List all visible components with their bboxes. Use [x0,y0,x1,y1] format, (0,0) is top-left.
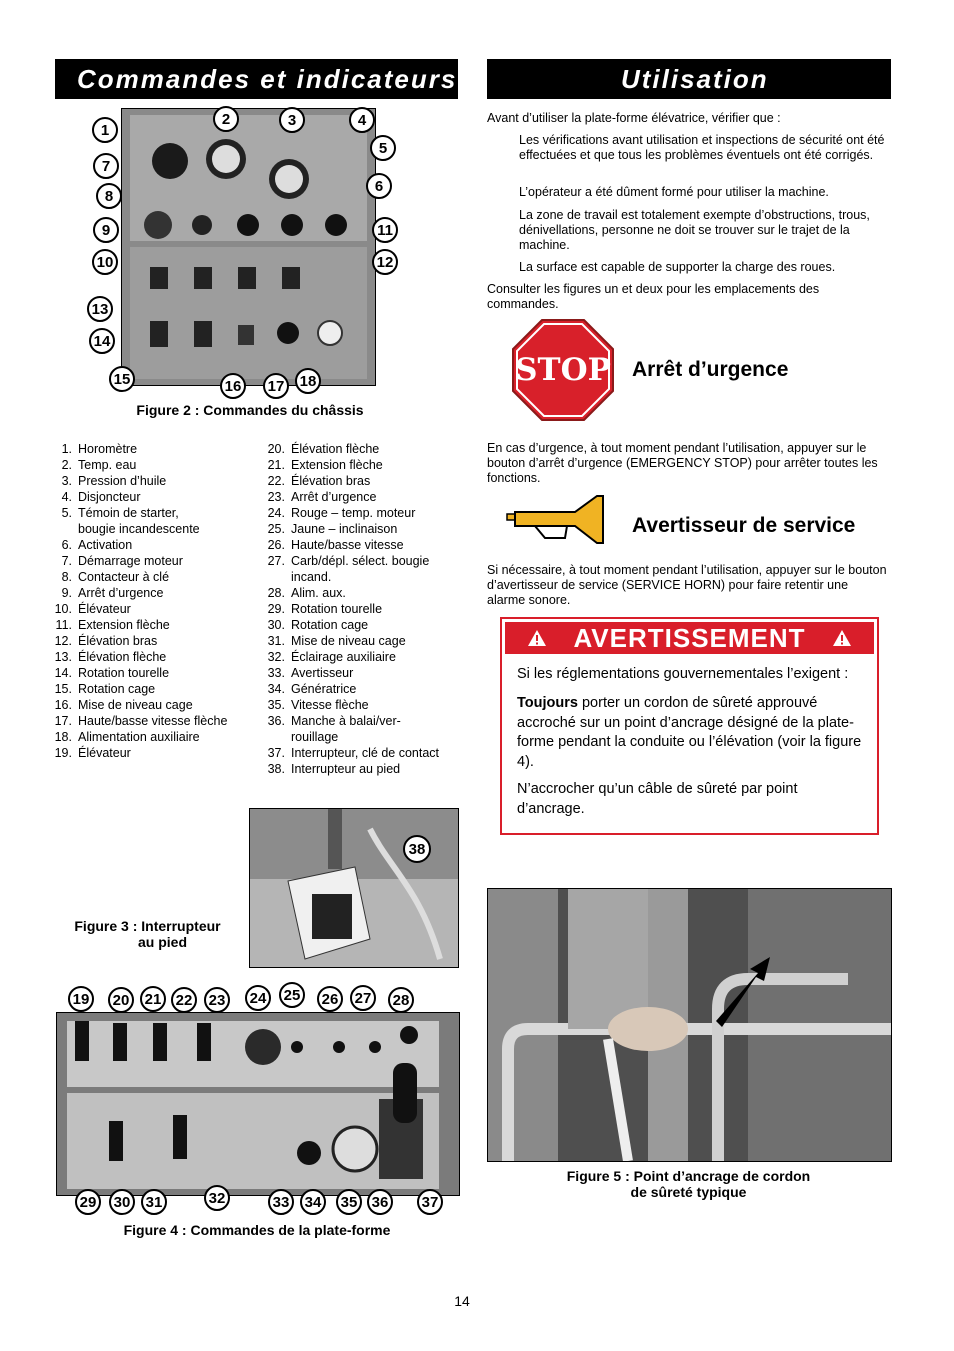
legend-item [50,585,260,601]
legend-item-number: 20. [267,442,285,456]
legend-item-text: Haute/basse vitesse [291,538,404,552]
callout-3: 3 [279,107,305,133]
legend-item-number: 25. [267,522,285,536]
legend-item-number: 13. [54,650,72,664]
legend-column-2 [263,441,463,777]
legend-item [263,633,463,649]
legend-item-text: Éclairage auxiliaire [291,650,396,664]
legend-item-text: Élévation flèche [78,650,167,664]
legend-item-text: Extension flèche [78,618,170,632]
legend-item-number: 2. [61,458,72,472]
callout-35: 35 [336,1189,362,1215]
legend-item-number: 18. [54,730,72,744]
legend-item-text: Disjoncteur [78,490,141,504]
legend-item-text: Haute/basse vitesse flèche [78,714,228,728]
callout-23: 23 [204,987,230,1013]
legend-item-text: Contacteur à clé [78,570,170,584]
legend-item-text: Activation [78,538,133,552]
legend-item-text: Témoin de starter, [78,506,179,520]
legend-item-number: 34. [267,682,285,696]
legend-item-number: 12. [54,634,72,648]
legend-item-number: 23. [267,490,285,504]
callout-9: 9 [93,217,119,243]
figure-3-caption [55,918,240,950]
legend-item-number: 4. [61,490,72,504]
legend-item [50,521,260,537]
legend-item-number: 6. [61,538,72,552]
legend-item [263,761,463,777]
warning-triangle-icon [832,623,852,654]
figure-3-caption-line-1: Figure 3 : Interrupteur [74,918,221,934]
legend-item-text: Rotation tourelle [78,666,170,680]
legend-item [263,713,463,729]
legend-item [263,553,463,569]
callout-12: 12 [372,249,398,275]
consult-text: Consulter les figures un et deux pour les emplacements des commandes. [487,282,820,311]
legend-item-text: Rotation cage [291,618,369,632]
horn-icon [505,492,607,547]
legend-item-text: Temp. eau [78,458,137,472]
legend-item [263,505,463,521]
legend-item-number: 10. [54,602,72,616]
legend-item-number: 35. [267,698,285,712]
callout-36: 36 [367,1189,393,1215]
stop-sign-text: STOP [515,352,611,388]
legend-item [50,553,260,569]
check-1: Les vérifications avant utilisation et inspections de sécurité ont été effectuées et que tous les problèmes éventuels ont été corrigés. [519,133,885,162]
figure-2-chassis-controls-photo [121,108,376,386]
figure-5-caption-line-2: de sûreté typique [630,1184,747,1200]
legend-item-text: Alimentation auxiliaire [78,730,200,744]
warning-header [505,622,874,654]
legend-item-number: 11. [55,618,72,632]
section-title-commandes [55,59,458,99]
legend-item-text: Mise de niveau cage [78,698,193,712]
legend-item-text: bougie incandescente [78,522,200,536]
legend-item-number [263,729,285,745]
legend-item-text: Arrêt d’urgence [78,586,164,600]
legend-item-number: 19. [54,746,72,760]
legend-item [50,537,260,553]
legend-item-number: 37. [267,746,285,760]
callout-17: 17 [263,373,289,399]
figure-5-caption [487,1168,890,1200]
section-title-text: Commandes et indicateurs [77,63,458,94]
callout-7: 7 [93,153,119,179]
legend-item-number: 26. [267,538,285,552]
callout-1: 1 [92,117,118,143]
legend-item-text: Carb/dépl. sélect. bougie [291,554,430,568]
legend-item [50,713,260,729]
legend-item-text: Élévation bras [78,634,158,648]
callout-30: 30 [109,1189,135,1215]
check-2: L’opérateur a été dûment formé pour utiliser la machine. [519,185,829,199]
callout-25: 25 [279,982,305,1008]
legend-item-text: Génératrice [291,682,357,696]
legend-item [263,441,463,457]
callout-34: 34 [300,1189,326,1215]
legend-item-text: Élévateur [78,602,131,616]
callout-14: 14 [89,328,115,354]
legend-item-number: 27. [267,554,285,568]
legend-item-number: 38. [267,762,285,776]
legend-item [50,665,260,681]
callout-6: 6 [366,173,392,199]
legend-item-text: incand. [291,570,332,584]
callout-22: 22 [171,987,197,1013]
callout-5: 5 [370,135,396,161]
legend-item-text: Mise de niveau cage [291,634,406,648]
legend-item [263,585,463,601]
callout-33: 33 [268,1189,294,1215]
service-horn-title: Avertisseur de service [632,514,856,537]
legend-item [50,441,260,457]
legend-item [263,665,463,681]
legend-item-text: Jaune – inclinaison [291,522,398,536]
callout-19: 19 [68,986,94,1012]
callout-8: 8 [96,183,122,209]
legend-item-number: 1. [61,442,72,456]
check-3: La zone de travail est totalement exempte d’obstructions, trous, dénivellations, personne ne doit se trouver sur le trajet de la machine. [519,208,870,252]
legend-item-text: Manche à balai/ver- [291,714,401,728]
section-title-utilisation-text: Utilisation [621,63,769,94]
figure-2-caption: Figure 2 : Commandes du châssis [136,402,364,418]
legend-item [50,489,260,505]
legend-item [263,649,463,665]
legend-item-text: Élévation flèche [291,442,380,456]
figure-3-caption-line-2: au pied [137,934,187,950]
callout-2: 2 [213,106,239,132]
legend-item-number: 8. [61,570,72,584]
legend-item [50,457,260,473]
legend-item-text: Alim. aux. [291,586,346,600]
callout-31: 31 [141,1189,167,1215]
warning-triangle-icon [527,623,547,654]
callout-10: 10 [92,249,118,275]
figure-5-anchor-point-photo [487,888,892,1162]
legend-item-number: 14. [54,666,72,680]
legend-item-number: 15. [54,682,72,696]
warning-header-text: AVERTISSEMENT [573,622,806,653]
legend-item-number: 31. [267,634,285,648]
legend-item [50,569,260,585]
legend-item [263,473,463,489]
legend-item-number: 29. [267,602,285,616]
legend-item-number: 16. [54,698,72,712]
legend-item-text: Interrupteur, clé de contact [291,746,440,760]
callout-29: 29 [75,1189,101,1215]
callout-20: 20 [108,987,134,1013]
legend-item-number: 21. [267,458,285,472]
legend-item-number: 36. [267,714,285,728]
figure-4-caption: Figure 4 : Commandes de la plate-forme [123,1222,391,1238]
legend-item [263,745,463,761]
legend-item [263,457,463,473]
legend-item [263,521,463,537]
legend-item-text: Extension flèche [291,458,383,472]
legend-item [263,697,463,713]
callout-38: 38 [403,835,431,863]
callout-27: 27 [350,985,376,1011]
legend-item-number: 22. [267,474,285,488]
legend-item [263,729,463,745]
callout-37: 37 [417,1189,443,1215]
callout-21: 21 [140,986,166,1012]
legend-item-text: Vitesse flèche [291,698,369,712]
legend-item [50,745,260,761]
legend-item [263,617,463,633]
callout-4: 4 [349,107,375,133]
warning-p2 [517,694,869,772]
legend-item [50,617,260,633]
callout-13: 13 [87,296,113,322]
legend-item [263,489,463,505]
legend-item-text: Interrupteur au pied [291,762,401,776]
figure-5-caption-line-1: Figure 5 : Point d’ancrage de cordon [566,1168,811,1184]
legend-item-number [50,521,72,537]
legend-item-number [263,569,285,585]
callout-26: 26 [317,986,343,1012]
legend-item [263,537,463,553]
legend-item-text: rouillage [291,730,339,744]
intro-text: Avant d’utiliser la plate-forme élévatrice, vérifier que : [487,111,781,125]
page-number: 14 [454,1293,470,1309]
legend-item-text: Rotation tourelle [291,602,383,616]
legend-item [50,505,260,521]
warning-p2-rest: porter un cordon de sûreté approuvé accroché sur un point d’ancrage désigné de la plate-forme pendant la conduite ou l’élévation (voir la figure 4). [517,695,862,770]
legend-item-text: Horomètre [78,442,138,456]
stop-sign-icon [512,319,614,421]
legend-item-text: Rouge – temp. moteur [291,506,416,520]
legend-item-number: 3. [61,474,72,488]
anchor-point-drawing [488,889,891,1161]
legend-item-text: Élévation bras [291,474,371,488]
warning-p1: Si les réglementations gouvernementales l’exigent : [517,666,849,682]
legend-item-number: 24. [267,506,285,520]
chassis-panel-drawing [122,109,375,385]
legend-item [263,601,463,617]
legend-item-number: 28. [267,586,285,600]
callout-15: 15 [109,366,135,392]
legend-item [50,601,260,617]
legend-column-1 [50,441,260,761]
check-4: La surface est capable de supporter la charge des roues. [519,260,836,274]
warning-p3: N’accrocher qu’un câble de sûreté par point d’ancrage. [517,781,798,817]
legend-item [50,649,260,665]
legend-item-text: Démarrage moteur [78,554,183,568]
legend-item-text: Avertisseur [291,666,354,680]
callout-24: 24 [245,985,271,1011]
platform-panel-drawing [57,1013,459,1195]
legend-item [50,729,260,745]
foot-switch-drawing [250,809,458,967]
service-horn-text: Si nécessaire, à tout moment pendant l’utilisation, appuyer sur le bouton d’avertisseur de service (SERVICE HORN) pour faire retentir une alarme sonore. [487,563,887,607]
emergency-stop-text: En cas d’urgence, à tout moment pendant l’utilisation, appuyer sur le bouton d’arrêt d’urgence (EMERGENCY STOP) pour arrêter toutes les fonctions. [487,441,878,485]
legend-item-text: Arrêt d’urgence [291,490,377,504]
legend-item [50,697,260,713]
legend-item-number: 5. [61,506,72,520]
legend-item-number: 33. [267,666,285,680]
callout-32: 32 [204,1185,230,1211]
emergency-stop-title: Arrêt d’urgence [632,358,789,381]
legend-item-number: 17. [54,714,72,728]
figure-3-foot-switch-photo [249,808,459,968]
legend-item-text: Élévateur [78,746,131,760]
legend-item-number: 7. [61,554,72,568]
legend-item [263,569,463,585]
legend-item-text: Pression d’huile [78,474,167,488]
warning-box [500,617,879,835]
legend-item-number: 32. [267,650,285,664]
legend-item [50,681,260,697]
warning-p2-bold: Toujours [517,695,578,711]
figure-4-platform-controls-photo [56,1012,460,1196]
legend-item-number: 30. [267,618,285,632]
callout-16: 16 [220,373,246,399]
callout-11: 11 [372,217,398,243]
legend-item [263,681,463,697]
legend-item-text: Rotation cage [78,682,156,696]
legend-item [50,473,260,489]
legend-item-number: 9. [61,586,72,600]
callout-18: 18 [295,368,321,394]
section-title-utilisation [487,59,891,99]
callout-28: 28 [388,987,414,1013]
legend-item [50,633,260,649]
